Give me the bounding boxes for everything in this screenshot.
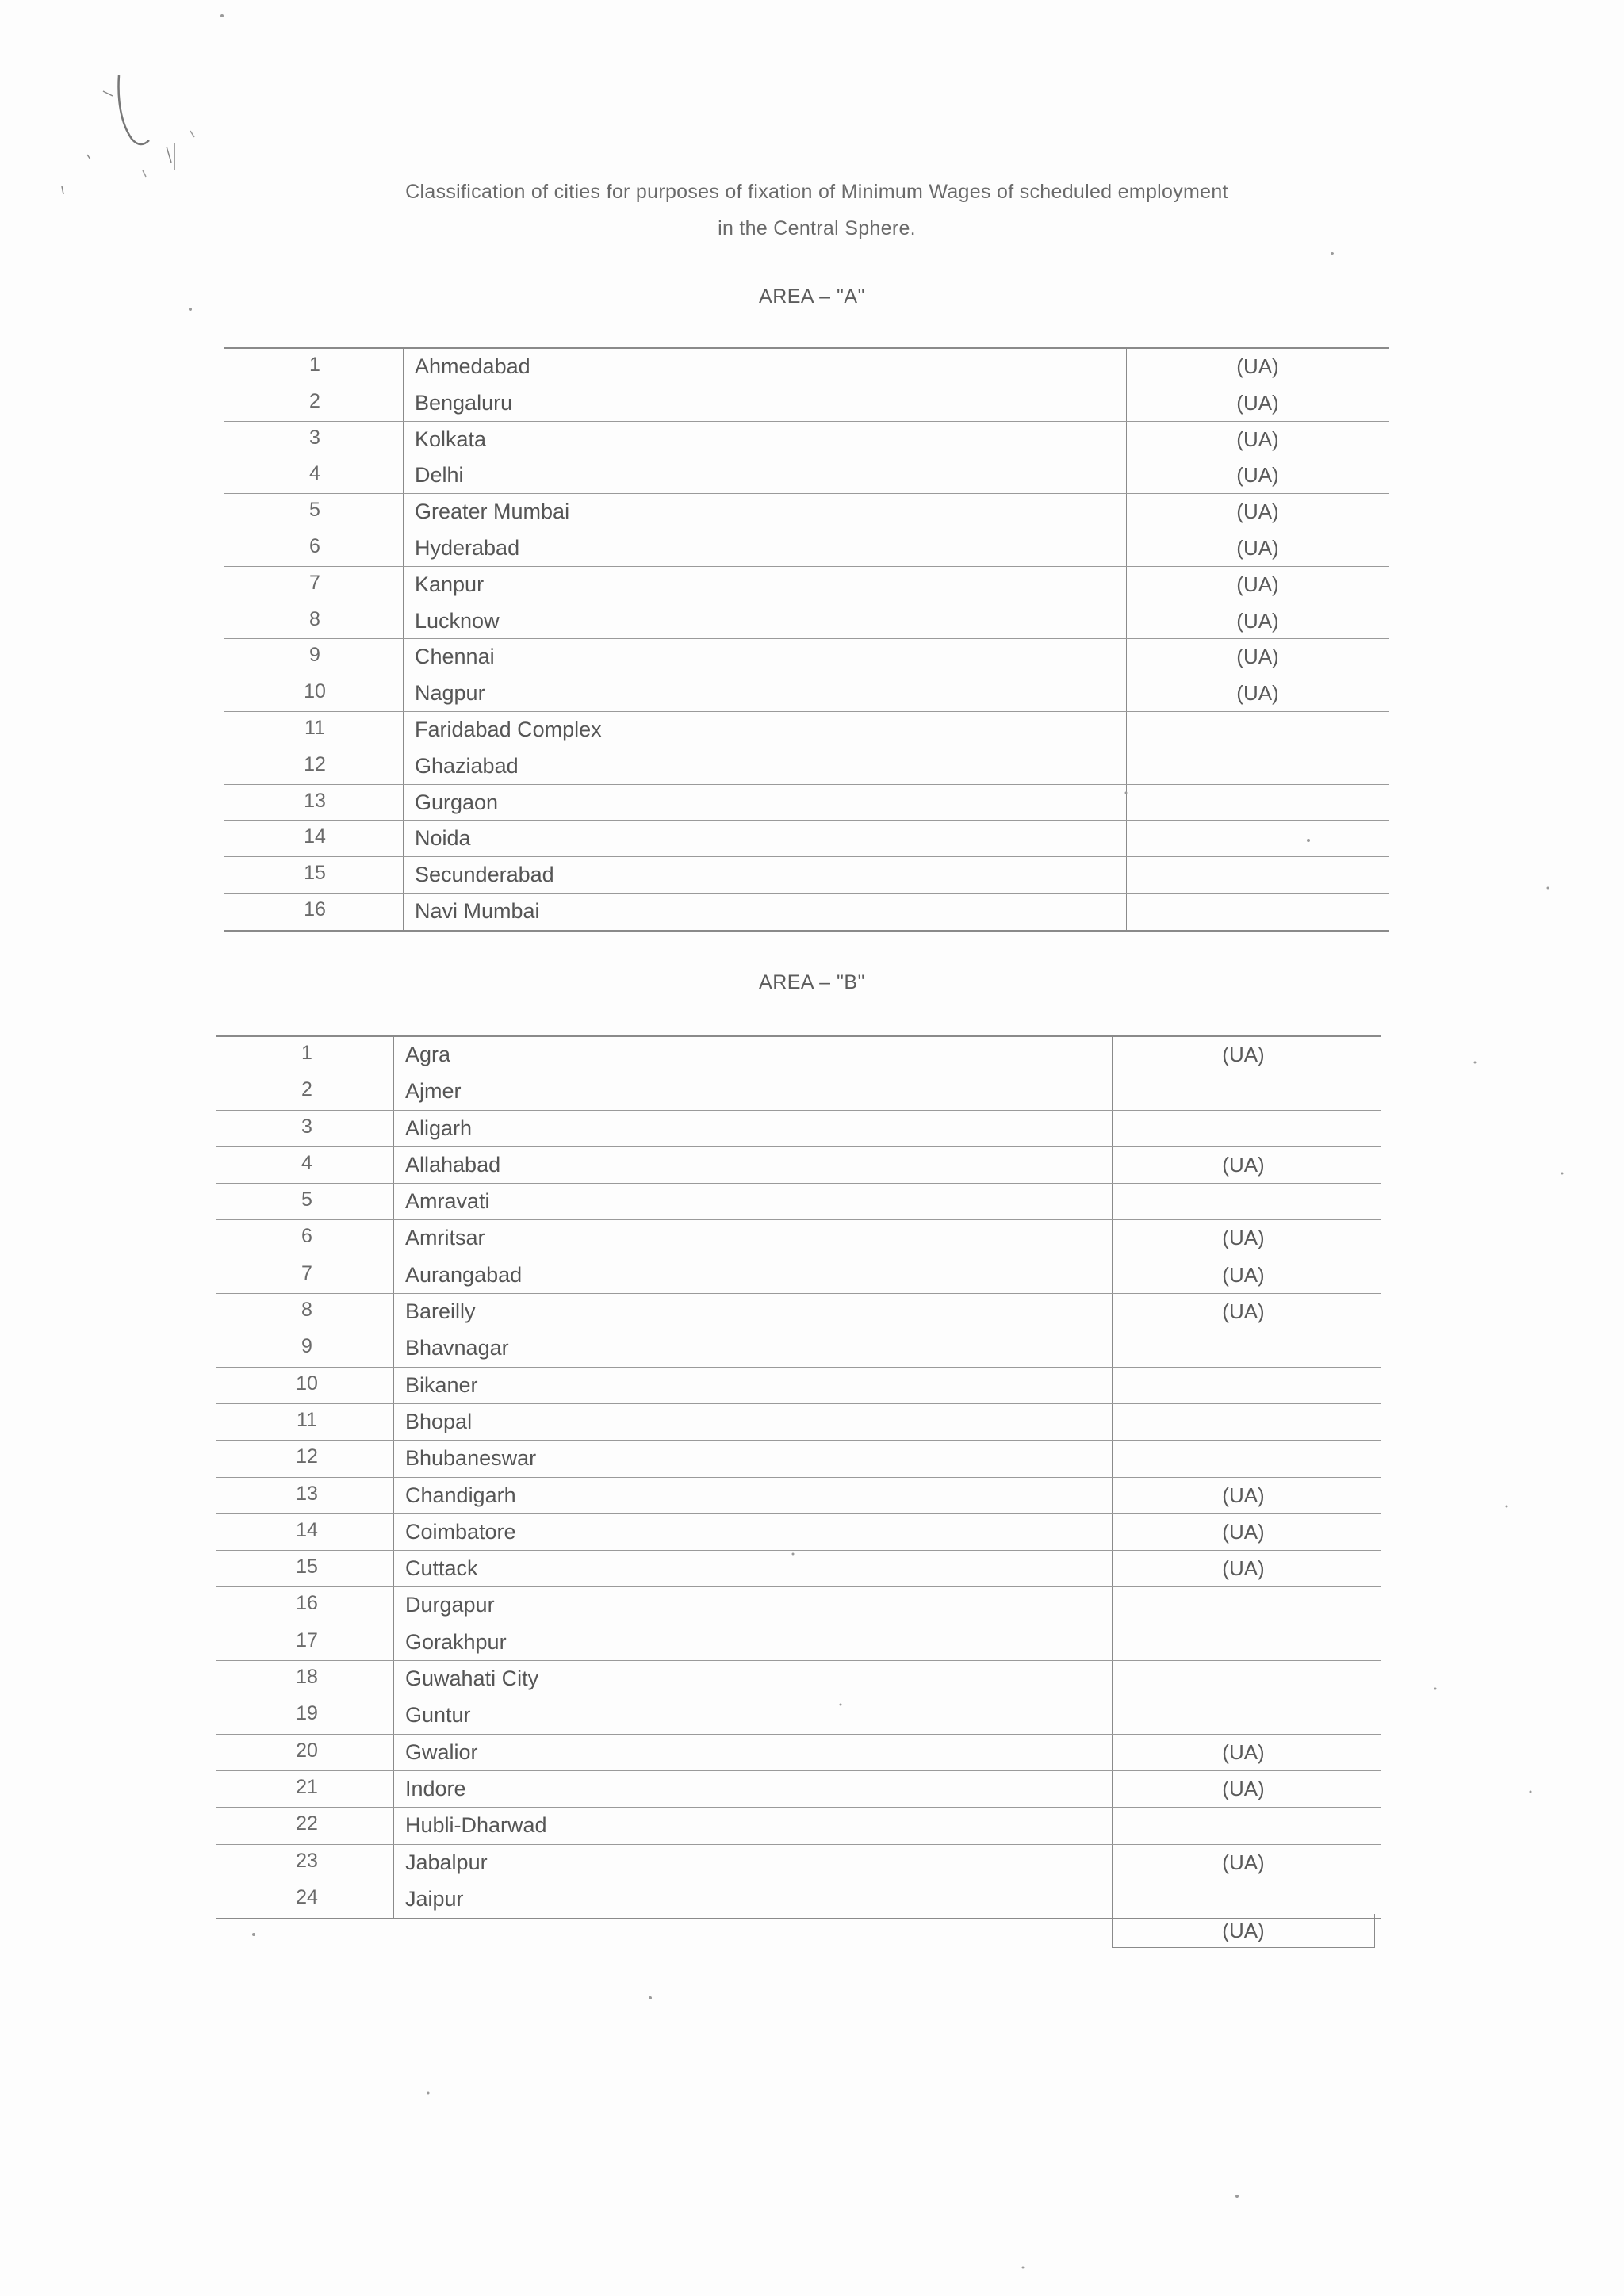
city-name: Allahabad xyxy=(393,1147,500,1183)
city-name: Hubli-Dharwad xyxy=(393,1808,547,1843)
ua-marker: (UA) xyxy=(1112,1478,1374,1513)
ua-marker xyxy=(1112,1881,1374,1918)
city-name: Jaipur xyxy=(393,1881,464,1918)
city-name: Lucknow xyxy=(403,603,500,639)
ua-marker xyxy=(1126,748,1388,784)
row-number: 2 xyxy=(301,1078,312,1101)
city-name: Bhopal xyxy=(393,1404,472,1440)
ua-marker: (UA) xyxy=(1126,530,1388,566)
row-number: 13 xyxy=(296,1482,318,1505)
table-row xyxy=(224,567,1389,603)
table-row xyxy=(224,530,1389,567)
ua-marker: (UA) xyxy=(1112,1845,1374,1881)
city-name: Gwalior xyxy=(393,1735,478,1770)
row-number: 3 xyxy=(301,1115,312,1138)
ua-marker xyxy=(1112,1184,1374,1219)
area-b-table xyxy=(216,1035,1381,1919)
city-name: Chennai xyxy=(403,639,495,675)
row-number: 7 xyxy=(309,571,320,594)
city-name: Amravati xyxy=(393,1184,490,1219)
ua-marker xyxy=(1112,1404,1374,1440)
table-row xyxy=(224,639,1389,675)
ua-marker xyxy=(1112,1073,1374,1109)
row-number: 2 xyxy=(309,389,320,412)
row-number: 6 xyxy=(309,534,320,557)
handwritten-scribble xyxy=(56,44,262,202)
row-number: 1 xyxy=(301,1042,312,1064)
city-name: Indore xyxy=(393,1771,466,1807)
row-number: 6 xyxy=(301,1225,312,1248)
city-name: Coimbatore xyxy=(393,1514,516,1550)
ua-marker: (UA) xyxy=(1112,1147,1374,1183)
city-name: Cuttack xyxy=(393,1551,478,1586)
city-name: Bikaner xyxy=(393,1368,478,1403)
city-name: Bengaluru xyxy=(403,385,512,421)
city-name: Gurgaon xyxy=(403,785,498,821)
ua-marker: (UA) xyxy=(1112,1551,1374,1586)
row-number: 19 xyxy=(296,1702,318,1725)
ua-marker xyxy=(1112,1330,1374,1366)
ua-marker: (UA) xyxy=(1112,1037,1374,1073)
area-b-title: AREA – "B" xyxy=(759,971,865,993)
ua-marker: (UA) xyxy=(1112,1294,1374,1330)
ua-marker: (UA) xyxy=(1126,603,1388,639)
row-number: 16 xyxy=(296,1592,318,1615)
document-subtitle: in the Central Sphere. xyxy=(718,217,916,239)
table-row xyxy=(224,857,1389,894)
ua-marker: (UA) xyxy=(1112,1220,1374,1256)
table-row xyxy=(224,349,1389,385)
city-name: Ahmedabad xyxy=(403,349,530,385)
city-name: Bhavnagar xyxy=(393,1330,509,1366)
city-name: Amritsar xyxy=(393,1220,485,1256)
document-title: Classification of cities for purposes of fixation of Minimum Wages of scheduled employment xyxy=(405,181,1228,203)
table-row xyxy=(216,1881,1381,1918)
ua-marker xyxy=(1112,1661,1374,1697)
table-row xyxy=(216,1771,1381,1808)
city-name: Durgapur xyxy=(393,1587,495,1623)
city-name: Jabalpur xyxy=(393,1845,488,1881)
table-row xyxy=(216,1294,1381,1330)
table-row xyxy=(216,1845,1381,1881)
row-number: 11 xyxy=(304,716,325,739)
row-number: 8 xyxy=(309,607,320,630)
table-row xyxy=(216,1697,1381,1734)
row-number: 12 xyxy=(296,1445,318,1468)
row-number: 21 xyxy=(296,1775,318,1798)
city-name: Greater Mumbai xyxy=(403,494,569,530)
table-row xyxy=(216,1735,1381,1771)
row-number: 3 xyxy=(309,426,320,449)
row-number: 15 xyxy=(304,862,326,885)
table-row xyxy=(216,1551,1381,1587)
table-row xyxy=(216,1587,1381,1624)
ua-marker: (UA) xyxy=(1112,1771,1374,1807)
row-number: 18 xyxy=(296,1666,318,1689)
table-row xyxy=(224,748,1389,785)
city-name: Kolkata xyxy=(403,422,486,457)
table-row xyxy=(224,422,1389,458)
city-name: Ajmer xyxy=(393,1073,462,1109)
table-row xyxy=(216,1037,1381,1073)
row-number: 12 xyxy=(304,752,326,775)
city-name: Secunderabad xyxy=(403,857,554,893)
city-name: Delhi xyxy=(403,457,464,493)
table-row xyxy=(224,785,1389,821)
city-name: Hyderabad xyxy=(403,530,519,566)
area-a-title: AREA – "A" xyxy=(759,285,865,308)
city-name: Agra xyxy=(393,1037,450,1073)
row-number: 10 xyxy=(296,1372,318,1395)
table-row xyxy=(224,494,1389,530)
city-name: Bareilly xyxy=(393,1294,476,1330)
row-number: 11 xyxy=(297,1408,317,1431)
ua-marker xyxy=(1112,1111,1374,1146)
ua-marker xyxy=(1126,857,1388,893)
row-number: 4 xyxy=(301,1151,312,1174)
ua-marker xyxy=(1126,894,1388,930)
city-name: Aligarh xyxy=(393,1111,472,1146)
ua-marker: (UA) xyxy=(1126,494,1388,530)
ua-marker: (UA) xyxy=(1126,349,1388,385)
area-a-table xyxy=(224,347,1389,932)
ua-marker: (UA) xyxy=(1126,457,1388,493)
table-row xyxy=(216,1073,1381,1110)
ua-marker xyxy=(1126,785,1388,821)
row-number: 13 xyxy=(304,789,326,812)
ua-marker xyxy=(1126,712,1388,748)
table-row xyxy=(224,457,1389,494)
city-name: Chandigarh xyxy=(393,1478,516,1513)
ua-marker xyxy=(1112,1441,1374,1476)
ua-marker: (UA) xyxy=(1126,639,1388,675)
ua-marker: (UA) xyxy=(1126,422,1388,457)
city-name: Ghaziabad xyxy=(403,748,519,784)
city-name: Noida xyxy=(403,821,471,856)
table-row xyxy=(216,1147,1381,1184)
table-row xyxy=(216,1441,1381,1477)
row-number: 5 xyxy=(309,499,320,522)
ua-marker xyxy=(1112,1808,1374,1843)
ua-marker: (UA) xyxy=(1112,1257,1374,1293)
row-number: 8 xyxy=(301,1299,312,1322)
row-number: 22 xyxy=(296,1812,318,1835)
table-row xyxy=(224,894,1389,930)
city-name: Kanpur xyxy=(403,567,484,603)
table-row xyxy=(224,385,1389,422)
row-number: 4 xyxy=(309,462,320,485)
city-name: Faridabad Complex xyxy=(403,712,602,748)
ua-marker: (UA) xyxy=(1112,1514,1374,1550)
row-number: 20 xyxy=(296,1739,318,1762)
ua-marker xyxy=(1126,821,1388,856)
row-number: 14 xyxy=(296,1518,318,1541)
table-row xyxy=(216,1330,1381,1367)
row-number: 24 xyxy=(296,1885,318,1908)
ua-marker xyxy=(1112,1624,1374,1660)
ua-marker xyxy=(1112,1368,1374,1403)
table-row xyxy=(216,1368,1381,1404)
row-number: 10 xyxy=(304,680,326,703)
row-number: 15 xyxy=(296,1556,318,1578)
city-name: Guntur xyxy=(393,1697,471,1733)
ua-marker: (UA) xyxy=(1126,567,1388,603)
row-number: 1 xyxy=(309,354,320,376)
row-number: 14 xyxy=(304,825,326,848)
city-name: Bhubaneswar xyxy=(393,1441,536,1476)
table-row xyxy=(216,1514,1381,1551)
table-row xyxy=(216,1624,1381,1661)
table-row xyxy=(224,675,1389,712)
ua-marker xyxy=(1112,1587,1374,1623)
row-number: 9 xyxy=(301,1335,312,1358)
ua-marker: (UA) xyxy=(1126,385,1388,421)
table-row xyxy=(224,821,1389,857)
city-name: Guwahati City xyxy=(393,1661,538,1697)
city-name: Aurangabad xyxy=(393,1257,522,1293)
ua-marker: (UA) xyxy=(1112,1735,1374,1770)
row-number: 17 xyxy=(296,1628,318,1651)
table-row xyxy=(216,1478,1381,1514)
table-row xyxy=(216,1111,1381,1147)
city-name: Nagpur xyxy=(403,675,485,711)
row-number: 7 xyxy=(301,1261,312,1284)
row-number: 16 xyxy=(304,897,326,920)
row-number: 9 xyxy=(309,644,320,667)
trailing-ua-cell: (UA) xyxy=(1112,1914,1375,1948)
table-row xyxy=(216,1661,1381,1697)
row-number: 5 xyxy=(301,1188,312,1211)
city-name: Gorakhpur xyxy=(393,1624,507,1660)
table-row xyxy=(216,1184,1381,1220)
table-row xyxy=(216,1404,1381,1441)
table-row xyxy=(224,603,1389,640)
city-name: Navi Mumbai xyxy=(403,894,540,930)
table-row xyxy=(216,1808,1381,1844)
table-row xyxy=(216,1257,1381,1294)
ua-marker: (UA) xyxy=(1126,675,1388,711)
table-row xyxy=(216,1220,1381,1257)
row-number: 23 xyxy=(296,1849,318,1872)
ua-marker xyxy=(1112,1697,1374,1733)
table-row xyxy=(224,712,1389,748)
